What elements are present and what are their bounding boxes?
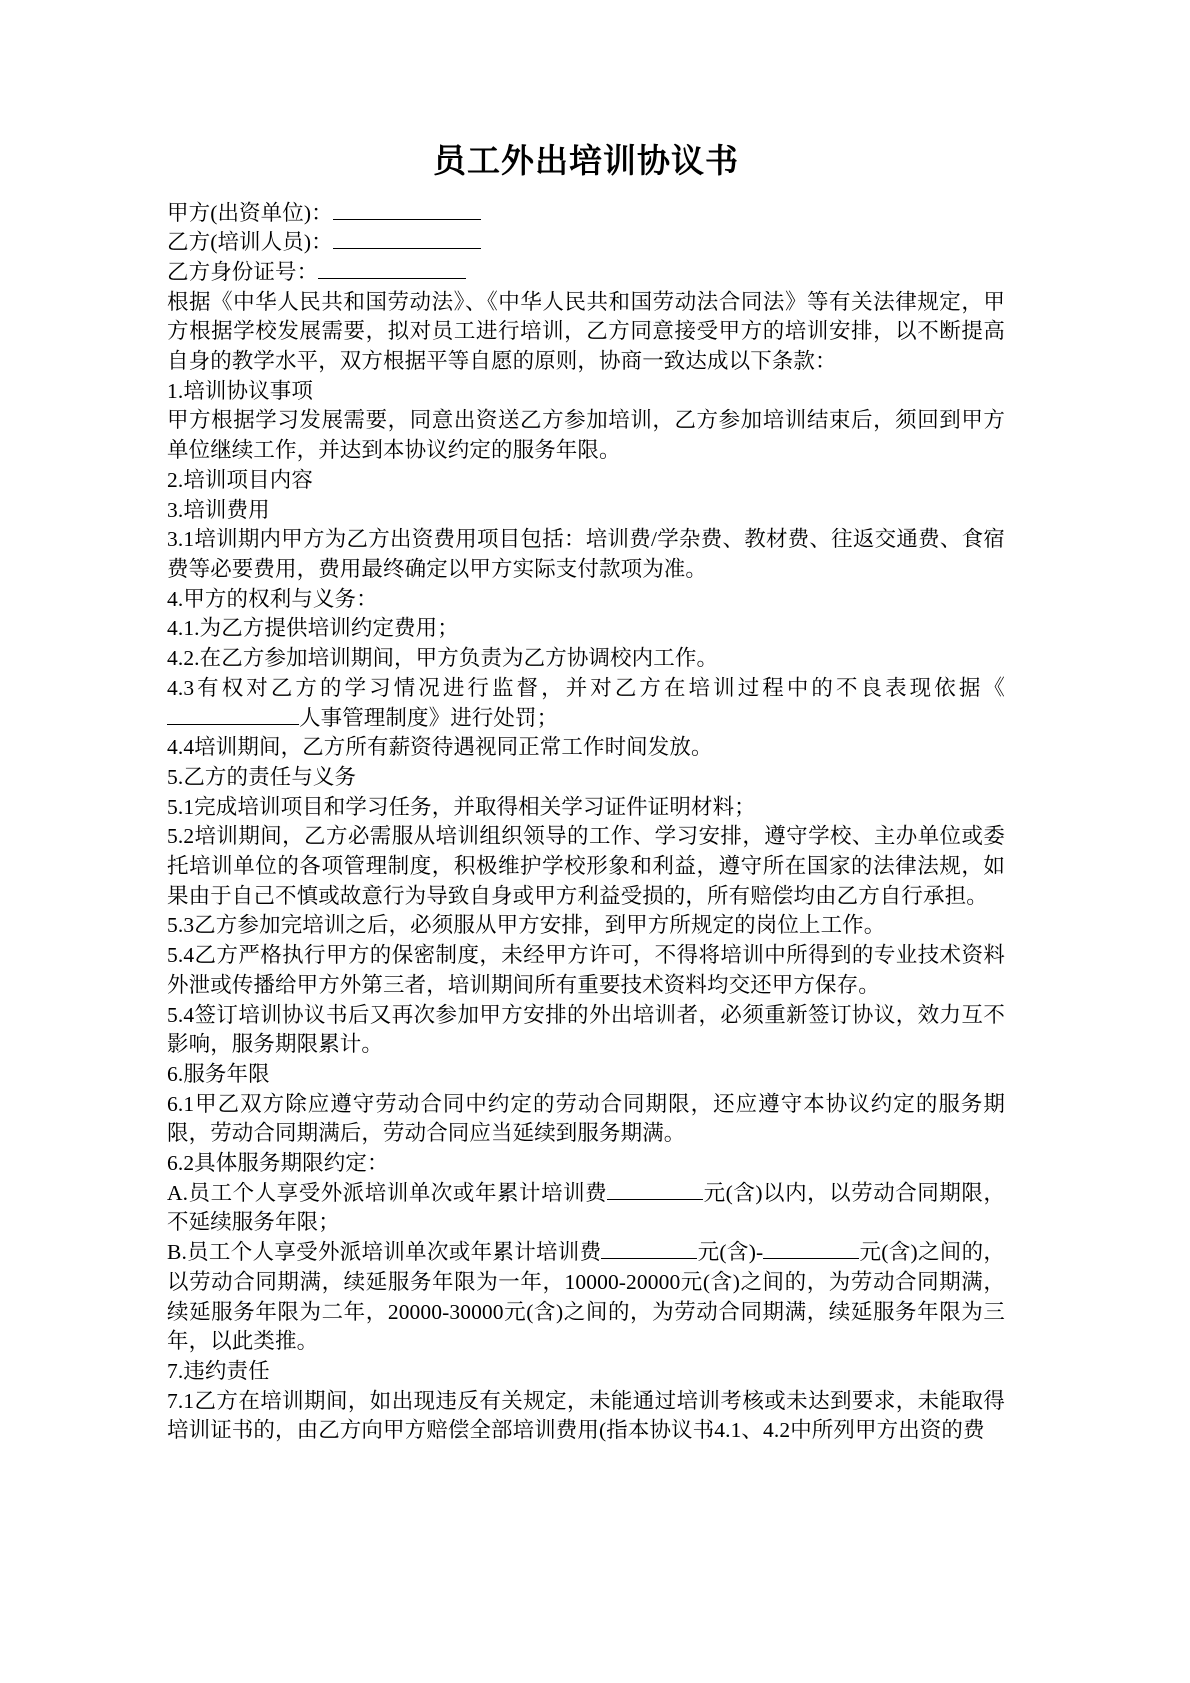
clause-4-2: 4.2.在乙方参加培训期间，甲方负责为乙方协调校内工作。: [167, 646, 719, 671]
clause-7-1: 7.1乙方在培训期间，如出现违反有关规定，未能通过培训考核或未达到要求，未能取得培训证书的，由乙方向甲方赔偿全部培训费用(指本协议书4.1、4.2中所列甲方出资的费: [167, 1388, 1005, 1443]
clause-6-2-a-blank[interactable]: [607, 1179, 703, 1200]
clause-6-2-b-part1: B.员工个人享受外派培训单次或年累计培训费: [167, 1240, 602, 1265]
party-a-field: [167, 199, 1005, 229]
clause-6-2-b-part3: 元(含)之间的，以劳动合同期满，续延服务年限为一年，10000-20000元(含)之间的，为劳动合同期满，续延服务年限为二年，20000-30000元(含)之间的，为劳动合同期满，续延服务年限为三年，以此类推。: [167, 1240, 1005, 1354]
clause-4-1: 4.1.为乙方提供培训约定费用；: [167, 616, 459, 641]
clause-5-1: 5.1完成培训项目和学习任务，并取得相关学习证件证明材料；: [167, 794, 756, 819]
clause-6-2-a-part2: 元(含)以内，以劳动合同期限，不延续服务年限；: [167, 1180, 1005, 1235]
party-a-label: 甲方(出资单位)：: [167, 200, 333, 225]
clause-6-2-a-part1: A.员工个人享受外派培训单次或年累计培训费: [167, 1180, 608, 1205]
clause-5-4-resign: 5.4签订培训协议书后又再次参加甲方安排的外出培训者，必须重新签订协议，效力互不影响，服务期限累计。: [167, 1002, 1005, 1057]
clause-4-4: 4.4培训期间，乙方所有薪资待遇视同正常工作时间发放。: [167, 735, 713, 760]
clause-6-2-b-blank-lower[interactable]: [601, 1238, 697, 1259]
section-1-body: 甲方根据学习发展需要，同意出资送乙方参加培训，乙方参加培训结束后，须回到甲方单位继续工作，并达到本协议约定的服务年限。: [167, 408, 1005, 463]
document-content: [167, 140, 1005, 1446]
party-b-label: 乙方(培训人员)：: [167, 230, 333, 255]
clause-4-3-blank[interactable]: [167, 704, 287, 725]
clause-3-1: 3.1培训期内甲方为乙方出资费用项目包括：培训费/学杂费、教材费、往返交通费、食宿费等必要费用，费用最终确定以甲方实际支付款项为准。: [167, 527, 1005, 581]
party-b-id-blank[interactable]: [318, 258, 466, 279]
clause-5-4-confidentiality: 5.4乙方严格执行甲方的保密制度，未经甲方许可，不得将培训中所得到的专业技术资料外泄或传播给甲方外第三者，培训期间所有重要技术资料均交还甲方保存。: [167, 943, 1005, 997]
preamble-paragraph: 根据《中华人民共和国劳动法》、《中华人民共和国劳动法合同法》等有关法律规定，甲方根据学校发展需要，拟对员工进行培训，乙方同意接受甲方的培训安排，以不断提高自身的教学水平，双方根据平等自愿的原则，协商一致达成以下条款：: [167, 289, 1005, 374]
party-b-id-field: [167, 258, 1005, 288]
clause-6-2-heading: 6.2具体服务期限约定：: [167, 1151, 389, 1176]
clause-4-3-blank-continuation[interactable]: [287, 706, 299, 725]
section-4-heading: 4.甲方的权利与义务：: [167, 586, 378, 611]
clause-6-2-item-a: [167, 1179, 1005, 1238]
section-2-heading: 2.培训项目内容: [167, 467, 313, 492]
clause-4-3-text-part2: 人事管理制度》进行处罚；: [299, 705, 559, 730]
section-1-heading: 1.培训协议事项: [167, 378, 313, 403]
section-3-heading: 3.培训费用: [167, 497, 270, 522]
party-a-blank[interactable]: [333, 199, 481, 220]
party-b-field: [167, 228, 1005, 258]
clause-6-1: 6.1甲乙双方除应遵守劳动合同中约定的劳动合同期限，还应遵守本协议约定的服务期限，劳动合同期满后，劳动合同应当延续到服务期满。: [167, 1091, 1005, 1146]
clause-6-2-b-part2: 元(含)-: [697, 1240, 764, 1265]
clause-6-2-b-blank-upper[interactable]: [763, 1238, 859, 1259]
clause-5-3: 5.3乙方参加完培训之后，必须服从甲方安排，到甲方所规定的岗位上工作。: [167, 913, 886, 938]
party-b-blank[interactable]: [333, 228, 481, 249]
page-title: 员工外出培训协议书: [433, 144, 739, 180]
party-b-id-label: 乙方身份证号：: [167, 259, 319, 284]
clause-4-3-text-part1: 4.3有权对乙方的学习情况进行监督，并对乙方在培训过程中的不良表现依据《: [167, 675, 1005, 700]
clause-5-2: 5.2培训期间，乙方必需服从培训组织领导的工作、学习安排，遵守学校、主办单位或委托培训单位的各项管理制度，积极维护学校形象和利益，遵守所在国家的法律法规，如果由于自己不慎或故意行为导致自身或甲方利益受损的，所有赔偿均由乙方自行承担。: [167, 824, 1005, 908]
clause-4-3: [167, 674, 1005, 733]
section-6-heading: 6.服务年限: [167, 1061, 270, 1086]
section-5-heading: 5.乙方的责任与义务: [167, 764, 357, 789]
clause-6-2-item-b: [167, 1238, 1005, 1357]
section-7-heading: 7.违约责任: [167, 1358, 270, 1383]
